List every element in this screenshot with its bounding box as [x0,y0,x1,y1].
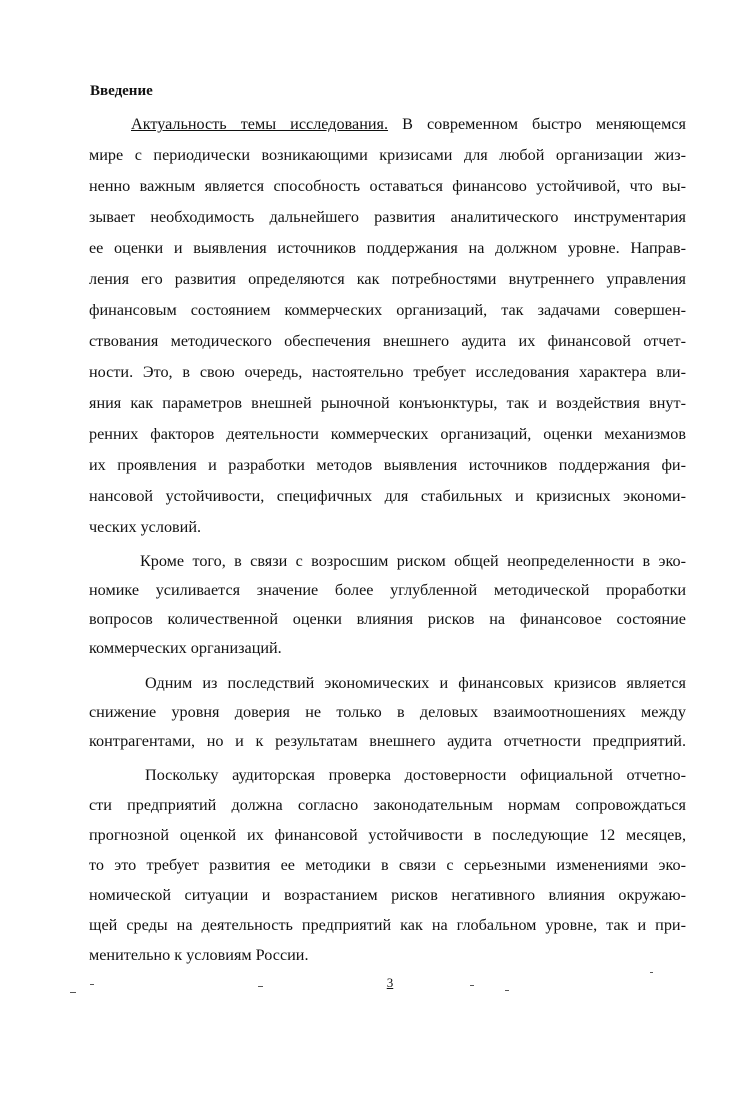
paragraph-4-line-3: прогнозной оценкой их финансовой устойчивости в последующие 12 месяцев, [89,826,686,844]
paragraph-4-line-7: менительно к условиям России. [89,946,309,964]
topic-relevance-label: Актуальность темы исследования. [131,115,389,133]
page-number: 3 [386,975,394,990]
scan-speck [70,992,76,993]
paragraph-3-line-2: снижение уровня доверия не только в деловых взаимоотношениях между [89,703,686,721]
paragraph-1-line-7: финансовым состоянием коммерческих организаций, так задачами совершен- [89,301,686,319]
scan-speck [258,986,263,987]
paragraph-1-line-6: ления его развития определяются как потребностями внутреннего управления [89,270,686,288]
paragraph-1-line-9: ности. Это, в свою очередь, настоятельно требует исследования характера вли- [89,363,686,381]
paragraph-1-line-5: ее оценки и выявления источников поддержания на должном уровне. Направ- [89,239,686,257]
paragraph-4-line-4: то это требует развития ее методики в связи с серьезными изменениями эко- [89,856,686,874]
scan-speck [470,985,474,986]
paragraph-1-line-10: яния как параметров внешней рыночной конъюнктуры, так и воздействия внут- [89,394,686,412]
scan-speck [90,984,94,985]
scan-speck [650,972,653,973]
paragraph-2-line-2: номике усиливается значение более углубленной методической проработки [89,581,686,599]
paragraph-1-line-12: их проявления и разработки методов выявления источников поддержания фи- [89,456,686,474]
paragraph-2-line-3: вопросов количественной оценки влияния рисков на финансовое состояние [89,610,686,628]
paragraph-4-line-5: номической ситуации и возрастанием рисков негативного влияния окружаю- [89,886,686,904]
paragraph-4-line-1: Поскольку аудиторская проверка достоверности официальной отчетно- [145,766,686,784]
paragraph-1-line-11: ренних факторов деятельности коммерческих организаций, оценки механизмов [89,425,686,443]
paragraph-1-line-4: зывает необходимость дальнейшего развития аналитического инструментария [89,208,686,226]
paragraph-1-line-8: ствования методического обеспечения внешнего аудита их финансовой отчет- [89,332,686,350]
paragraph-4-line-2: сти предприятий должна согласно законодательным нормам сопровождаться [89,796,686,814]
paragraph-1-line-1 [131,114,686,134]
paragraph-2-line-1: Кроме того, в связи с возросшим риском общей неопределенности в эко- [140,552,686,570]
paragraph-4-line-6: щей среды на деятельность предприятий как на глобальном уровне, так и при- [89,916,686,934]
paragraph-3-line-3: контрагентами, но и к результатам внешнего аудита отчетности предприятий. [89,732,686,750]
paragraph-3-line-1: Одним из последствий экономических и финансовых кризисов является [145,674,686,692]
paragraph-1-line-3: ненно важным является способность оставаться финансово устойчивой, что вы- [89,177,686,195]
paragraph-1-line-2: мире с периодически возникающими кризисами для любой организации жиз- [89,146,686,164]
paragraph-1-line-13: нансовой устойчивости, специфичных для стабильных и кризисных экономи- [89,487,686,505]
paragraph-1-line-1-text: В современном быстро меняющемся [388,115,686,133]
scan-speck [505,990,509,991]
paragraph-1-line-14: ческих условий. [89,518,202,536]
section-heading: Введение [90,83,153,99]
paragraph-2-line-4: коммерческих организаций. [89,639,282,657]
